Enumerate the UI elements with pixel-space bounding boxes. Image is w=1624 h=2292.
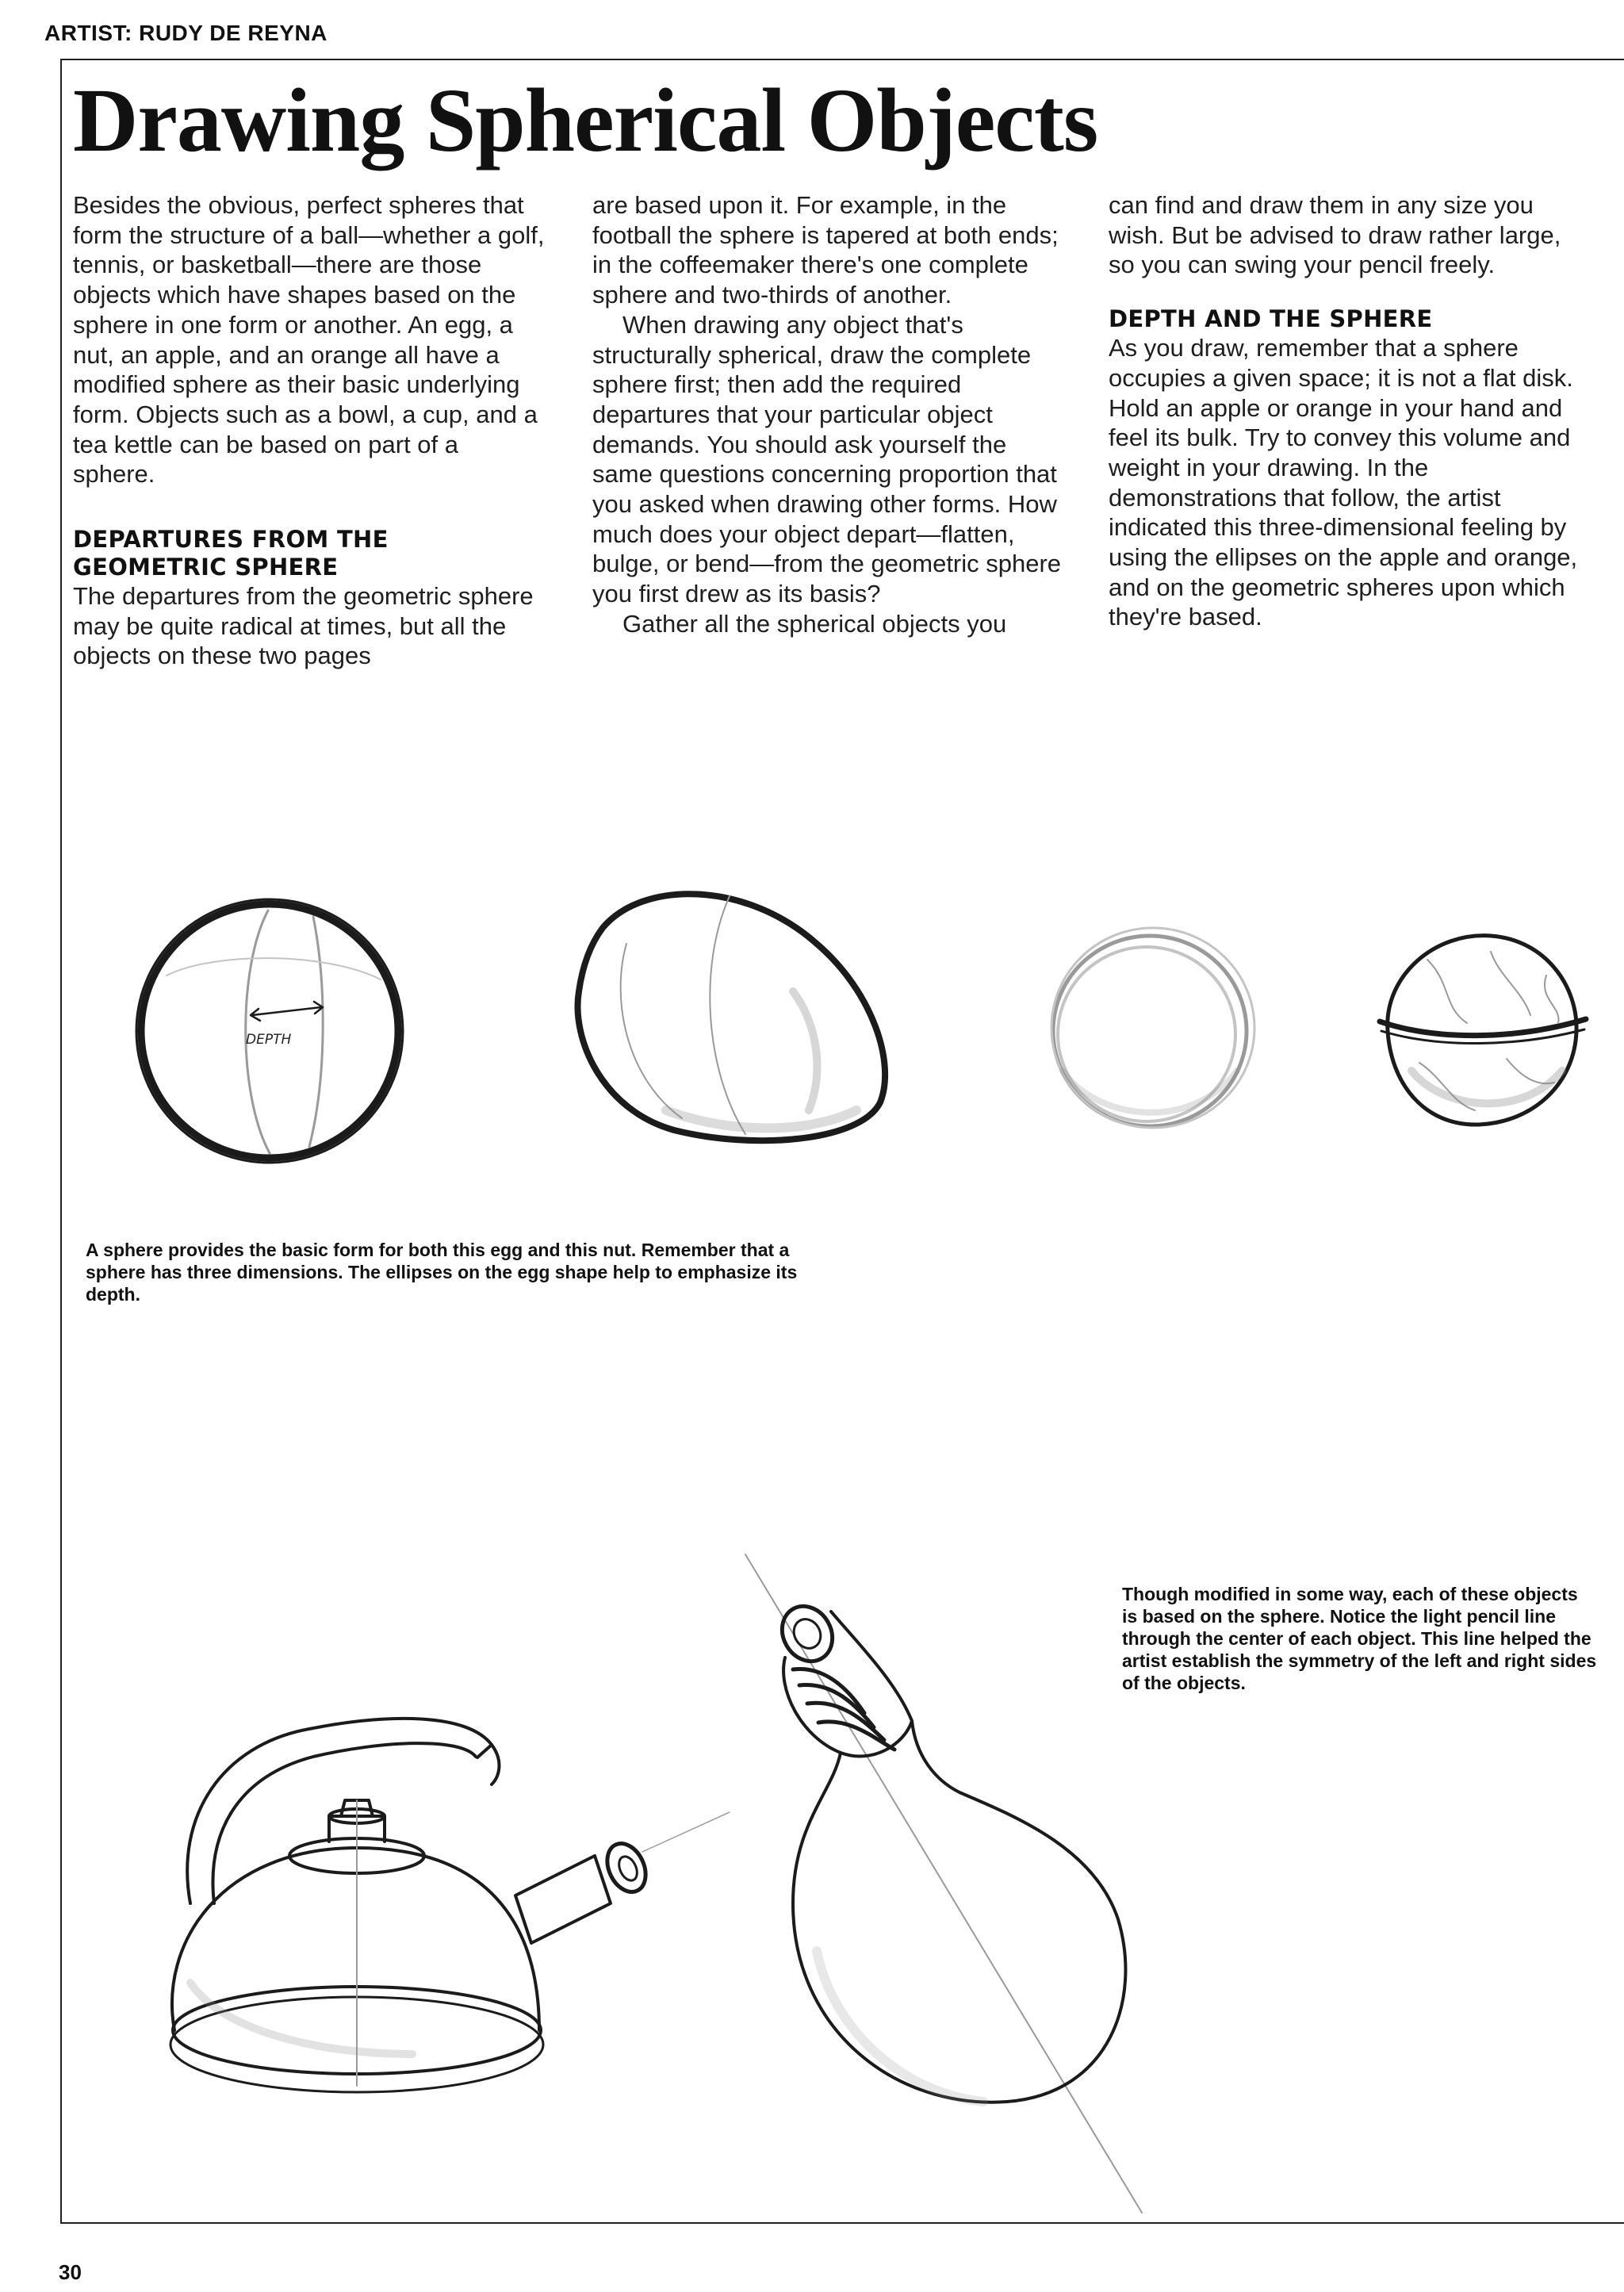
column-1-paragraph: Besides the obvious, perfect spheres that form the structure of a ball—whether a golf, tennis, or basketball—there are those objects which have shapes based on the sphere in one form or another. An egg, a nut, an apple, and an orange all have a modified sphere as their basic underlying form. Objects such as a bowl, a cup, and a tea kettle can be based on part of a sphere. [73,191,545,489]
depth-label: DEPTH [246,1032,292,1048]
section-heading-depth: DEPTH AND THE SPHERE [1109,305,1433,333]
column-2-paragraph-2: When drawing any object that's structurally spherical, draw the complete sphere first; then add the required departures that your particular object demands. You should ask yourself the same questions concerning proportion that you asked when drawing other forms. How much does your object depart—flatten, bulge, or bend—from the geometric sphere you first drew as its basis? [592,310,1062,608]
figure-caption-kettle-bulb: Though modified in some way, each of these objects is based on the sphere. Notice the light pencil line through the center of each object. This line helped the artist establish the symmetry of the left and right sides of the objects. [1122,1584,1597,1693]
text-column-2 [592,190,1067,639]
frame-top-rule [60,59,1624,60]
walnut-drawing [1364,912,1594,1142]
column-3-after-heading: As you draw, remember that a sphere occupies a given space; it is not a flat disk. Hold an apple or orange in your hand and feel its bulk. Try to convey this volume and weight in your drawing. In the demonstrations that follow, the artist indicated this three-dimensional feeling by using the ellipses on the apple and orange, and on the geometric spheres upon which they're based. [1109,334,1578,631]
column-2-paragraph-3: Gather all the spherical objects you [622,609,1007,638]
column-1-after-heading: The departures from the geometric sphere may be quite radical at times, but all the objects on these two pages [73,582,534,670]
text-column-1 [73,190,547,671]
page-number: 30 [59,2260,82,2284]
tea-kettle-drawing [127,1658,730,2149]
frame-left-rule [60,59,62,2222]
column-2-paragraph-1: are based upon it. For example, in the football the sphere is tapered at both ends; in the coffeemaker there's one complete sphere and two-thirds of another. [592,191,1059,309]
figure-caption-egg-nut: A sphere provides the basic form for both this egg and this nut. Remember that a sphere has three dimensions. The ellipses on the egg shape help to emphasize its depth. [86,1240,798,1305]
sphere-with-depth-drawing [119,880,420,1182]
section-heading-departures: DEPARTURES FROM THE GEOMETRIC SPHERE [73,526,389,581]
text-column-3 [1109,190,1583,632]
egg-drawing [555,872,928,1158]
page-title: Drawing Spherical Objects [73,70,1098,171]
light-bulb-drawing [745,1554,1142,2213]
column-3-paragraph: can find and draw them in any size you wish. But be advised to draw rather large, so you can swing your pencil freely. [1109,191,1561,279]
artist-credit: ARTIST: RUDY DE REYNA [44,21,327,45]
frame-bottom-rule [60,2222,1624,2224]
light-sphere-drawing [1031,912,1269,1150]
